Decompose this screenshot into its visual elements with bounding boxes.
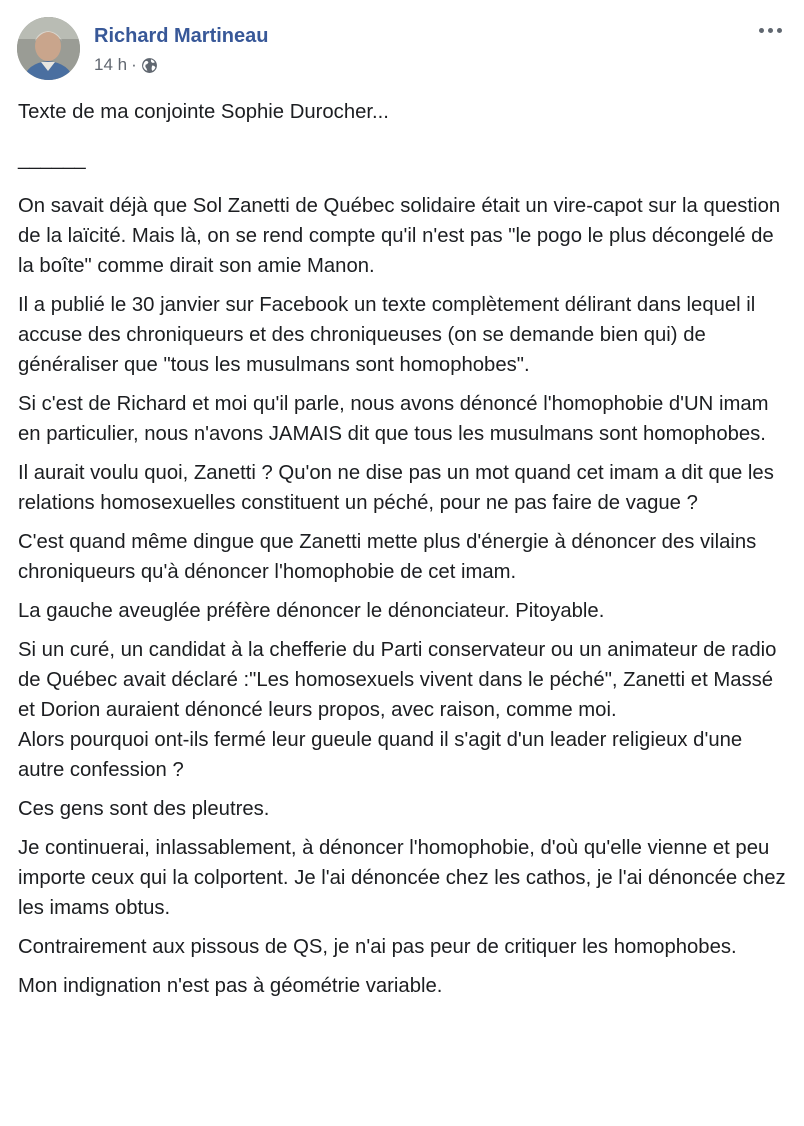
post-separator-line: ______	[18, 148, 86, 170]
post-paragraph: On savait déjà que Sol Zanetti de Québec solidaire était un vire-capot sur la question de la laïcité. Mais là, on se rend compte qu'il n'est pas "le pogo le plus décongelé de la boîte" comme dirait son amie Manon.	[18, 195, 781, 277]
post-paragraph: Ces gens sont des pleutres.	[18, 798, 270, 820]
author-name[interactable]: Richard Martineau	[94, 25, 269, 47]
author-avatar[interactable]	[17, 17, 80, 80]
more-dot	[768, 28, 773, 33]
post-paragraph: La gauche aveuglée préfère dénoncer le dénonciateur. Pitoyable.	[18, 600, 605, 622]
more-dot	[777, 28, 782, 33]
post-paragraph: Si un curé, un candidat à la chefferie du Parti conservateur ou un animateur de radio de Québec avait déclaré :"Les homosexuels vivent dans le péché", Zanetti et Massé et Dorion auraient dénoncé leurs propos, avec raison, comme moi.	[18, 639, 777, 721]
globe-icon[interactable]	[141, 57, 158, 74]
meta-separator: ·	[131, 55, 137, 74]
post-paragraph: Il a publié le 30 janvier sur Facebook un texte complètement délirant dans lequel il accuse des chroniqueurs et des chroniqueuses (on se demande bien qui) de généraliser que "tous les musulmans sont homophobes".	[18, 294, 756, 376]
post-paragraph: C'est quand même dingue que Zanetti mette plus d'énergie à dénoncer des vilains chroniqueurs qu'à dénoncer l'homophobie de cet imam.	[18, 531, 757, 583]
post-paragraph: Il aurait voulu quoi, Zanetti ? Qu'on ne dise pas un mot quand cet imam a dit que les relations homosexuelles constituent un péché, pour ne pas faire de vague ?	[18, 462, 774, 514]
post-paragraph: Si c'est de Richard et moi qu'il parle, nous avons dénoncé l'homophobie d'UN imam en particulier, nous n'avons JAMAIS dit que tous les musulmans sont homophobes.	[18, 393, 769, 445]
more-options-icon[interactable]	[750, 18, 790, 42]
avatar-photo-icon	[17, 17, 80, 80]
more-dot	[759, 28, 764, 33]
post-meta	[94, 55, 158, 75]
post-paragraph: Contrairement aux pissous de QS, je n'ai pas peur de critiquer les homophobes.	[18, 936, 737, 958]
post-paragraph: Mon indignation n'est pas à géométrie variable.	[18, 975, 443, 997]
post-paragraph: Je continuerai, inlassablement, à dénoncer l'homophobie, d'où qu'elle vienne et peu importe ceux qui la colportent. Je l'ai dénoncée chez les cathos, je l'ai dénoncée chez les imams obtus.	[18, 837, 786, 919]
post-body	[18, 97, 793, 1010]
post-paragraph: Alors pourquoi ont-ils fermé leur gueule quand il s'agit d'un leader religieux d'une autre confession ?	[18, 729, 743, 781]
post-timestamp[interactable]: 14 h	[94, 55, 128, 74]
post-paragraph: Texte de ma conjointe Sophie Durocher...	[18, 101, 389, 123]
